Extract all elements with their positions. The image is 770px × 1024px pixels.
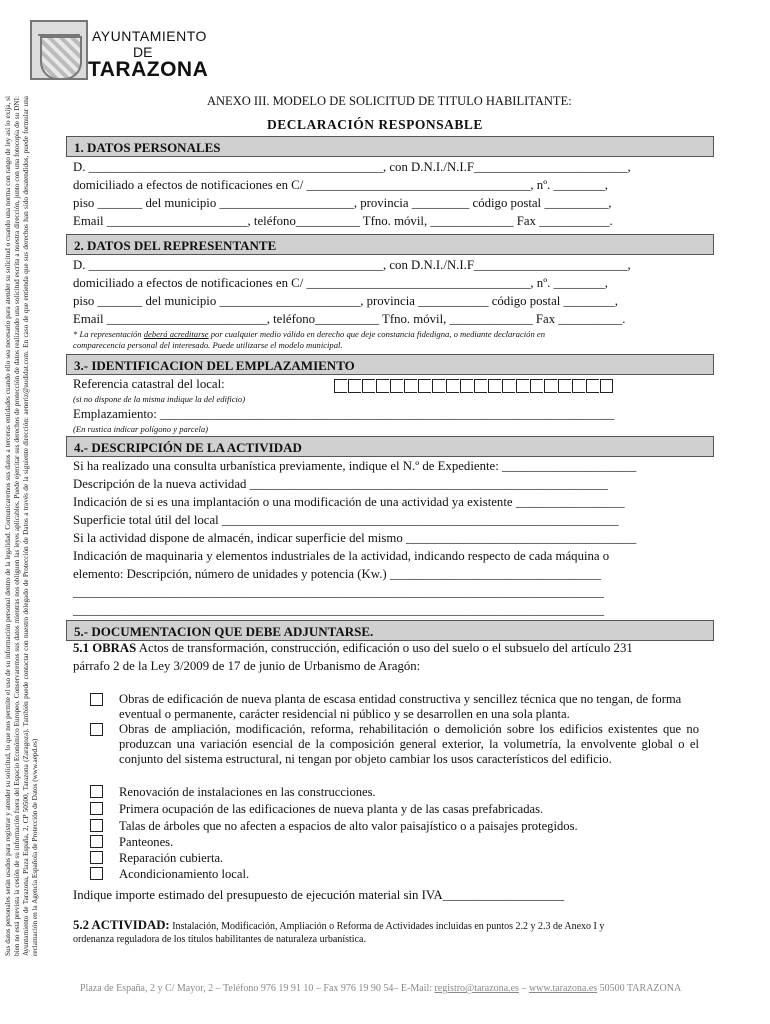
footer-email-link[interactable]: registro@tarazona.es	[434, 983, 519, 994]
checkbox-renovation[interactable]	[90, 723, 103, 736]
rep-note: * La representación deberá acreditarse por cualquier medio válido en derecho que deje constancia fidedigna, o mediante declaración en	[73, 329, 546, 339]
activity-docs-line2: ordenanza reguladora de los títulos habilitantes de naturaleza urbanística.	[73, 934, 366, 945]
footer-web-link[interactable]: www.tarazona.es	[528, 983, 598, 994]
checkbox-pantheons[interactable]	[90, 835, 103, 848]
coat-of-arms-logo	[30, 20, 88, 80]
footer-contact: Plaza de España, 2 y C/ Mayor, 2 – Teléfono 976 19 91 10 – Fax 976 19 90 54– E-Mail: registro@tarazona.es – www.tarazona.es 50500 TARAZONA	[80, 983, 682, 994]
section-representative-header: 2. DATOS DEL REPRESENTANTE	[66, 234, 714, 255]
section-location-header: 3.- IDENTIFICACION DEL EMPLAZAMIENTO	[66, 354, 714, 375]
rep-floor-line[interactable]: piso _______ del municipio ______________________, provincia ___________ código postal ________,	[73, 294, 618, 308]
section-documents-header: 5.- DOCUMENTACION QUE DEBE ADJUNTARSE.	[66, 620, 714, 641]
checkbox-installations[interactable]	[90, 785, 103, 798]
checkbox-label-installations: Renovación de instalaciones en las construcciones.	[119, 785, 376, 799]
personal-name-line[interactable]: D. ______________________________________________, con D.N.I./N.I.F________________________,	[73, 160, 631, 174]
checkbox-tree-felling[interactable]	[90, 819, 103, 832]
activity-type-line[interactable]: Indicación de si es una implantación o una modificación de una actividad ya existente _________________	[73, 495, 625, 509]
activity-description-line[interactable]: Descripción de la nueva actividad ________________________________________________________	[73, 477, 608, 491]
checkbox-label-new-building: Obras de edificación de nueva planta de escasa entidad constructiva y sencillez técnica que no tengan, de forma eventual o permanente, carácter residencial ni público y se desarrollen en una sola planta.	[119, 692, 682, 721]
activity-storage-line[interactable]: Si la actividad dispone de almacén, indicar superficie del mismo ____________________________________	[73, 531, 637, 545]
activity-blank-line-2[interactable]: ___________________________________________________________________________________	[73, 603, 605, 617]
checkbox-label-tree-felling: Talas de árboles que no afecten a espacios de alto valor paisajístico o a paisajes protegidos.	[119, 819, 578, 833]
personal-contact-line[interactable]: Email ______________________, teléfono__________ Tfno. móvil, _____________ Fax ___________.	[73, 214, 613, 228]
section-activity-header: 4.- DESCRIPCIÓN DE LA ACTIVIDAD	[66, 436, 714, 457]
checkbox-label-roof-repair: Reparación cubierta.	[119, 851, 224, 865]
annex-title: ANEXO III. MODELO DE SOLICITUD DE TITULO HABILITANTE:	[207, 94, 572, 108]
org-name-line1: AYUNTAMIENTO	[92, 28, 207, 44]
personal-floor-line[interactable]: piso _______ del municipio _____________________, provincia _________ código postal __________,	[73, 196, 612, 210]
cadastral-note: (si no dispone de la misma indique la del edificio)	[73, 394, 246, 404]
checkbox-new-building[interactable]	[90, 693, 103, 706]
shield-icon	[40, 36, 82, 80]
cadastral-label: Referencia catastral del local:	[73, 377, 225, 391]
rep-contact-line[interactable]: Email _________________________, teléfono__________ Tfno. móvil, _____________ Fax __________.	[73, 312, 626, 326]
org-name-line2: DE	[133, 44, 153, 60]
checkbox-label-renovation: Obras de ampliación, modificación, reforma, rehabilitación o demolición sobre los edificios existentes que no produzcan una variación esencial de la composición general exterior, la volumetría, la envolvente global o el conjunto del sistema estructural, ni tengan por objeto cambiar los usos característicos del edificio.	[119, 722, 699, 766]
org-name-line3: TARAZONA	[88, 58, 209, 81]
checkbox-label-premises-conditioning: Acondicionamiento local.	[119, 867, 250, 881]
checkbox-premises-conditioning[interactable]	[90, 867, 103, 880]
declaration-title: DECLARACIÓN RESPONSABLE	[267, 117, 483, 132]
rep-note-line2: comparecencia personal del interesado. Puede utilizarse el modelo municipal.	[73, 340, 343, 350]
site-note: (En rustica indicar polígono y parcela)	[73, 424, 209, 434]
section-personal-data-header: 1. DATOS PERSONALES	[66, 136, 714, 157]
obras-line: 5.1 OBRAS Actos de transformación, construcción, edificación o uso del suelo o el subsuelo del artículo 231	[73, 641, 633, 655]
checkbox-label-first-occupation: Primera ocupación de las edificaciones de nueva planta y de las casas prefabricadas.	[119, 802, 544, 816]
budget-line[interactable]: Indique importe estimado del presupuesto de ejecución material sin IVA___________________	[73, 888, 565, 902]
activity-elements-line[interactable]: elemento: Descripción, número de unidades y potencia (Kw.) _________________________________	[73, 567, 602, 581]
personal-address-line[interactable]: domiciliado a efectos de notificaciones en C/ ___________________________________, nº. ________,	[73, 178, 608, 192]
activity-machinery-line: Indicación de maquinaria y elementos industriales de la actividad, indicando respecto de cada máquina o	[73, 549, 610, 563]
activity-surface-line[interactable]: Superficie total útil del local ______________________________________________________________	[73, 513, 619, 527]
crown-icon	[38, 24, 80, 36]
checkbox-roof-repair[interactable]	[90, 851, 103, 864]
activity-docs-line: 5.2 ACTIVIDAD: Instalación, Modificación, Ampliación o Reforma de Actividades incluidas en puntos 2.2 y 2.3 de Anexo I y	[73, 918, 605, 932]
rep-name-line[interactable]: D. ______________________________________________, con D.N.I./N.I.F________________________,	[73, 258, 631, 272]
activity-file-line[interactable]: Si ha realizado una consulta urbanística previamente, indique el N.º de Expediente: _____________________	[73, 459, 637, 473]
cadastral-reference-boxes[interactable]	[334, 379, 614, 393]
rep-address-line[interactable]: domiciliado a efectos de notificaciones en C/ ___________________________________, nº. ________,	[73, 276, 608, 290]
obras-line2: párrafo 2 de la Ley 3/2009 de 17 de junio de Urbanismo de Aragón:	[73, 659, 421, 673]
site-line[interactable]: Emplazamiento: _______________________________________________________________________	[73, 407, 615, 421]
checkbox-first-occupation[interactable]	[90, 802, 103, 815]
checkbox-label-pantheons: Panteones.	[119, 835, 174, 849]
privacy-notice: Sus datos personales serán usados para registrar y atender su solicitud, lo que nos permite el uso de su información personal dentro de la legalidad. Comunicaremos sus datos a terceras entidades cuando ello sea necesario para atender su solicitud o cuando una norma con rango de ley así lo exija, si bien no está prevista la cesión de su información fuera del Espacio Económico Europeo. Conservaremos sus datos mientras nos obliguen las leyes aplicables. Puede ejercitar sus derechos de protección de datos realizando una solicitud escrita a nuestra dirección, junto con una fotocopia de su DNI: Ayuntamiento de Tarazona, Plaza España, 2, CP 50500, Tarazona (Zaragoza). También puede contactar con nuestro delegado de Protección de Datos a través de la siguiente dirección: aeneriz@audidat.com. En caso de que entienda que sus derechos han sido desatendidos, puede formular una reclamación en la Agencia Española de Protección de Datos (www.aepd.es)	[4, 96, 39, 956]
activity-blank-line-1[interactable]: ___________________________________________________________________________________	[73, 585, 605, 599]
